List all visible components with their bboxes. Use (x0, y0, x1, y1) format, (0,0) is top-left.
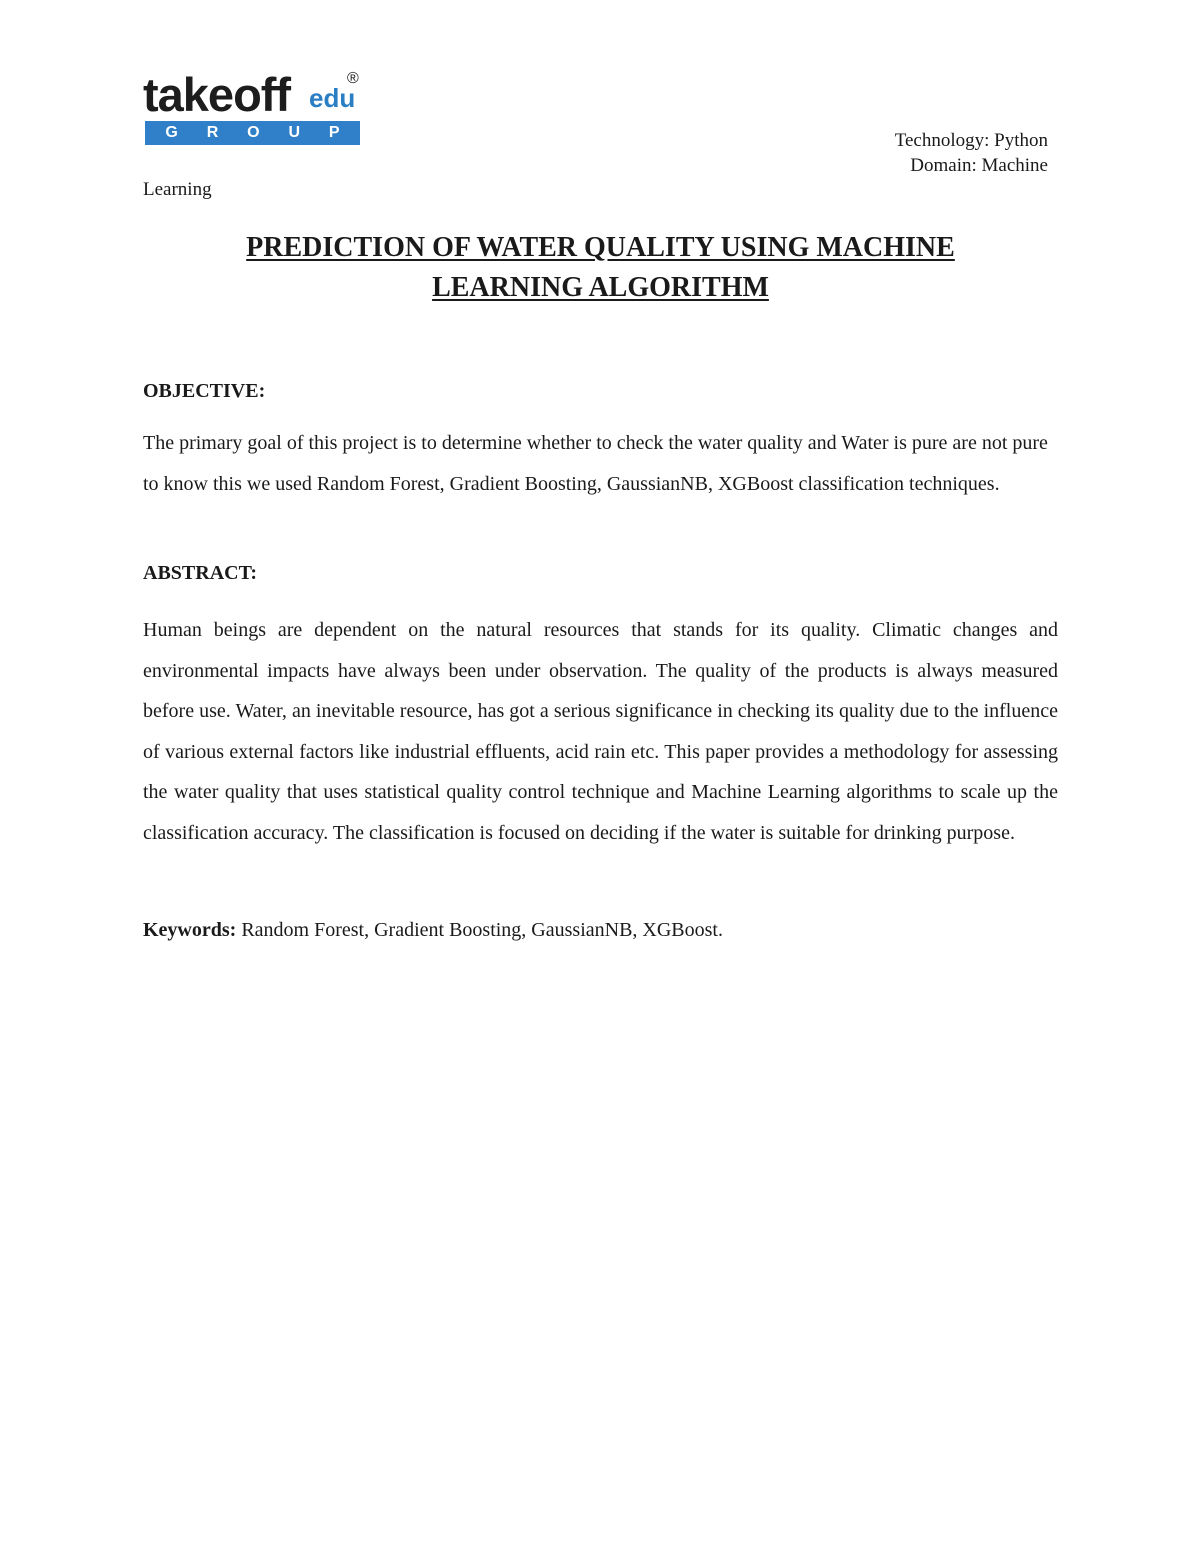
objective-heading: OBJECTIVE: (143, 380, 266, 402)
logo-group-letter: P (328, 124, 340, 141)
logo-group-letter: U (288, 124, 301, 141)
logo-wordmark: takeoff (143, 68, 291, 121)
domain-label: Domain: Machine (910, 155, 1048, 176)
logo-group-letter: O (247, 124, 260, 141)
domain-label-continued: Learning (143, 179, 212, 200)
technology-label: Technology: Python (894, 130, 1048, 151)
logo-group-bar (145, 121, 360, 145)
takeoff-edu-logo (143, 70, 365, 150)
objective-text: The primary goal of this project is to determine whether to check the water quality and Water is pure are not pure to know this we used Random Forest, Gradient Boosting, GaussianNB, XGBoost classification techniques. (143, 432, 1048, 495)
keywords-text: Random Forest, Gradient Boosting, GaussianNB, XGBoost. (236, 919, 723, 941)
project-meta (895, 128, 1048, 178)
logo-group-letter: G (165, 124, 178, 141)
logo-edu: edu (309, 83, 356, 113)
title-line-1: PREDICTION OF WATER QUALITY USING MACHINE (246, 232, 955, 263)
abstract-text: Human beings are dependent on the natural resources that stands for its quality. Climatic changes and environmental impacts have always been under observation. The quality of the products is always measured before use. Water, an inevitable resource, has got a serious significance in checking its quality due to the influence of various external factors like industrial effluents, acid rain etc. This paper provides a methodology for assessing the water quality that uses statistical quality control technique and Machine Learning algorithms to scale up the classification accuracy. The classification is focused on deciding if the water is suitable for drinking purpose. (143, 619, 1058, 844)
logo-registered-mark: ® (347, 70, 359, 87)
page-title (143, 228, 1058, 308)
keywords-label: Keywords: (143, 919, 237, 941)
logo-group-letter: R (206, 124, 219, 141)
keywords-line (143, 916, 1058, 944)
title-line-2: LEARNING ALGORITHM (432, 272, 769, 303)
abstract-heading: ABSTRACT: (143, 562, 258, 584)
